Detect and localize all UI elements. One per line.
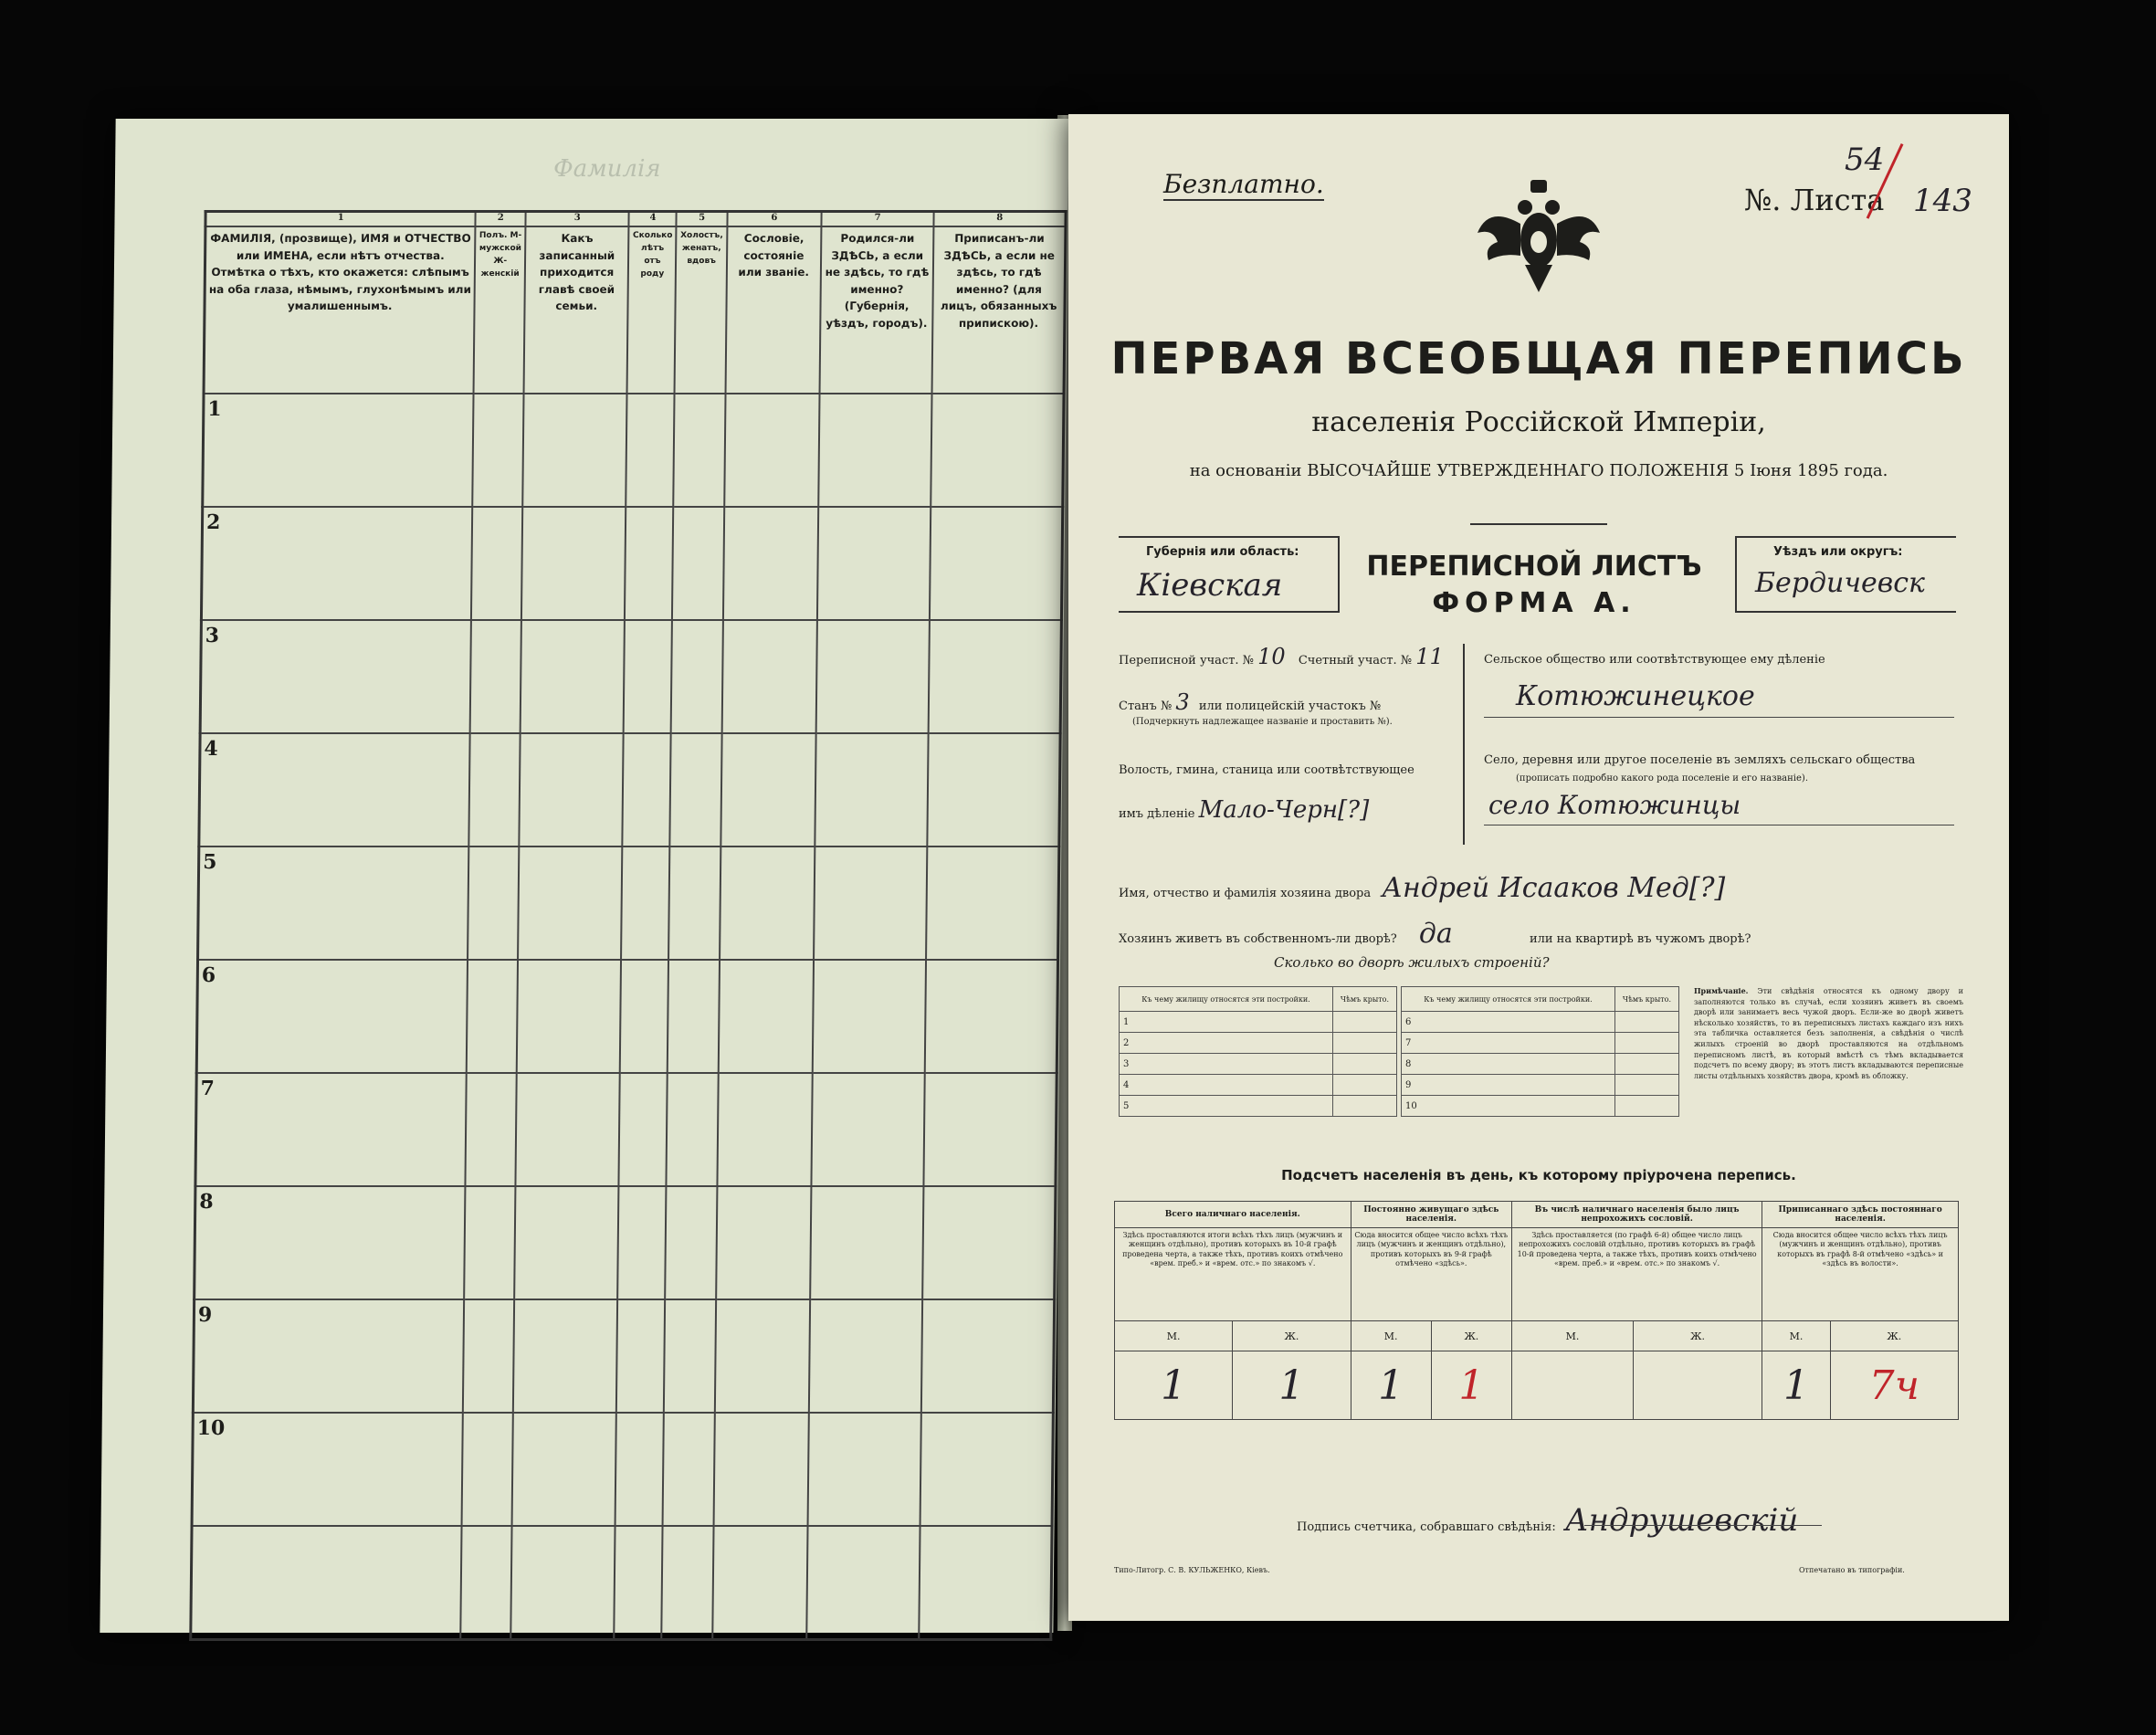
header-birthplace: Родился-ли ЗДѢСЬ, а если не здѣсь, то гдѣ именно? (Губернія, уѣздъ, городъ). (819, 226, 933, 394)
buildings-row-number: 5 (1120, 1096, 1333, 1117)
row-number: 7 (195, 1073, 467, 1186)
buildings-question: Сколько во дворѣ жилыхъ строеній? (1274, 954, 1550, 971)
tally-sex-label: Ж. (1431, 1321, 1511, 1351)
owner-apartment-label: или на квартирѣ въ чужомъ дворѣ? (1529, 932, 1751, 946)
owner-lives-field (1119, 918, 1751, 950)
free-label: Безплатно. (1163, 169, 1324, 199)
row-number: 10 (192, 1413, 463, 1526)
row-number: 5 (198, 846, 469, 960)
tally-header-present: Всего наличнаго населенія. (1115, 1202, 1351, 1228)
imprint-right: Отпечатано въ типографіи. (1799, 1566, 1905, 1574)
tally-value: 1 (1115, 1351, 1233, 1420)
tally-value (1512, 1351, 1634, 1420)
census-subtitle: населенія Россійской Имперіи, (1311, 406, 1766, 438)
column-number: 4 (629, 212, 677, 227)
table-row (195, 1186, 1056, 1299)
tally-title: Подсчетъ населенія въ день, къ которому пріурочена перепись. (1281, 1167, 1796, 1183)
left-page (100, 119, 1068, 1633)
column-number-row (205, 212, 1066, 227)
count-area-label: Счетный участ. № (1298, 654, 1413, 668)
stan-value: 3 (1175, 689, 1190, 715)
owner-lives-label: Хозяинъ живетъ въ собственномъ-ли дворѣ? (1119, 932, 1397, 946)
village-value: село Котюжинцы (1488, 790, 1741, 820)
buildings-row-number: 3 (1120, 1054, 1333, 1075)
imperial-eagle-emblem (1470, 169, 1607, 297)
owner-value: Андрей Исааков Мед[?] (1382, 872, 1726, 904)
note-text: Эти свѣдѣнія относятся къ одному двору и заполняются только въ случаѣ, если хозяинъ живетъ въ своемъ дворѣ или занимаетъ весь чужой дворъ. Если-же во дворѣ живетъ нѣсколько хозяйствъ, то въ переписныхъ листахъ каждаго изъ нихъ эта табличка оставляется безъ заполненія, а свѣдѣнія о числѣ жилыхъ строеній во дворѣ проставляются на отдѣльномъ переписномъ листѣ, въ который вмѣстѣ съ тѣмъ вкладывается подсчетъ по всему двору; въ этотъ листъ вкладываются переписные листы отдѣльныхъ хозяйствъ двора, кромѣ въ обложку. (1694, 987, 1963, 1080)
stan-note: (Подчеркнуть надлежащее названіе и проставить №). (1132, 717, 1393, 727)
buildings-table-b (1401, 986, 1679, 1117)
sheet-number-label: №. Листа (1744, 183, 1885, 217)
society-label: Сельское общество или соотвѣтствующее ему дѣленіе (1484, 653, 1825, 667)
right-page (1068, 114, 2009, 1621)
table-row (192, 1413, 1053, 1526)
header-marital: Холостъ, женатъ, вдовъ (675, 226, 727, 394)
column-number: 7 (821, 212, 934, 227)
stan-field (1119, 689, 1381, 715)
buildings-row-number: 2 (1120, 1033, 1333, 1054)
volost-label: Волость, гмина, станица или соотвѣтствующее имъ дѣленіе (1119, 763, 1415, 821)
form-subtitle: ФОРМА А. (1432, 587, 1636, 619)
sheet-number-handwritten: 54 (1845, 142, 1885, 178)
buildings-note (1694, 986, 1963, 1081)
table-row (193, 1299, 1054, 1413)
buildings-row-number: 7 (1402, 1033, 1615, 1054)
owner-field (1119, 872, 1725, 904)
header-registered: Приписанъ-ли ЗДѢСЬ, а если не здѣсь, то гдѣ именно? (для лицъ, обязанныхъ припискою). (932, 226, 1066, 394)
header-name: ФАМИЛІЯ, (прозвище), ИМЯ и ОТЧЕСТВО или ИМЕНА, если нѣтъ отчества. Отмѣтка о тѣхъ, кто окажется: слѣпымъ на оба глаза, нѣмымъ, глухонѣмымъ или умалишеннымъ. (204, 226, 476, 394)
column-number: 8 (934, 212, 1066, 227)
tally-value (1633, 1351, 1762, 1420)
tally-sex-label: М. (1351, 1321, 1431, 1351)
count-area-value: 11 (1415, 644, 1444, 669)
tally-sex-label: М. (1762, 1321, 1830, 1351)
signature-field (1297, 1502, 1798, 1539)
village-label: Село, деревня или другое поселеніе въ земляхъ сельскаго общества (1484, 753, 1916, 767)
tally-header-permanent: Постоянно живущаго здѣсь населенія. (1351, 1202, 1511, 1228)
tally-value: 7ч (1830, 1351, 1958, 1420)
volost-value: Мало-Черн[?] (1198, 795, 1370, 824)
tally-value: 1 (1431, 1351, 1511, 1420)
table-row (200, 620, 1061, 733)
district-label: Уѣздъ или округъ: (1773, 545, 1903, 559)
volost-field (1119, 758, 1429, 836)
table-row (201, 507, 1062, 620)
ornamental-divider (1470, 523, 1607, 525)
row-number: 3 (200, 620, 471, 733)
tally-sex-label: М. (1512, 1321, 1634, 1351)
tally-sex-label: М. (1115, 1321, 1233, 1351)
census-area-field (1119, 644, 1444, 669)
province-value: Кіевская (1137, 567, 1283, 604)
column-number: 6 (727, 212, 821, 227)
owner-label: Имя, отчество и фамилія хозяина двора (1119, 887, 1372, 900)
table-header-row (204, 226, 1066, 394)
buildings-row-number: 9 (1402, 1075, 1615, 1096)
tally-desc: Здѣсь проставляется (по графѣ 6-й) общее число лицъ непрохожихъ сословій отдѣльно, противъ которыхъ въ графѣ 10-й проведена черта, а также тѣхъ, противъ коихъ отмѣчено «врем. преб.» и «врем. отс.» по знакомъ √. (1512, 1228, 1762, 1321)
tally-header-registered: Приписаннаго здѣсь постояннаго населенія. (1762, 1202, 1959, 1228)
society-value: Котюжинецкое (1516, 680, 1755, 712)
column-number: 2 (476, 212, 526, 227)
table-row (196, 960, 1057, 1073)
column-number: 5 (677, 212, 727, 227)
owner-lives-value: да (1418, 918, 1453, 950)
district-value: Бердичевск (1755, 567, 1925, 599)
population-tally-table (1114, 1201, 1959, 1420)
buildings-row-number: 4 (1120, 1075, 1333, 1096)
tally-desc: Сюда вносится общее число всѣхъ тѣхъ лицъ (мужчинъ и женщинъ отдѣльно), противъ которыхъ въ 9-й графѣ отмѣчено «здѣсь». (1351, 1228, 1511, 1321)
signature-label: Подпись счетчика, собравшаго свѣдѣнія: (1297, 1520, 1556, 1534)
tally-value: 1 (1233, 1351, 1351, 1420)
tally-sex-label: Ж. (1830, 1321, 1958, 1351)
district-box (1735, 536, 1956, 613)
tally-desc: Сюда вносится общее число всѣхъ тѣхъ лицъ (мужчинъ и женщинъ отдѣльно), противъ которыхъ въ графѣ 8-й отмѣчено «здѣсь» и «здѣсь въ волости». (1762, 1228, 1959, 1321)
row-number: 2 (201, 507, 472, 620)
row-number: 8 (195, 1186, 466, 1299)
imprint-left: Типо-Литогр. С. В. КУЛЬЖЕНКО, Кіевъ. (1114, 1566, 1270, 1574)
signature-value: Андрушевскій (1564, 1502, 1799, 1539)
table-row (203, 394, 1064, 507)
buildings-header-building: Къ чему жилищу относятся эти постройки. (1120, 987, 1333, 1012)
header-sex: Полъ. М-мужской Ж-женскій (474, 226, 526, 394)
table-row (198, 846, 1059, 960)
census-basis: на основаніи ВЫСОЧАЙШЕ УТВЕРЖДЕННАГО ПОЛОЖЕНІЯ 5 Іюня 1895 года. (1189, 461, 1888, 480)
province-label: Губернія или область: (1146, 545, 1299, 559)
buildings-row-number: 8 (1402, 1054, 1615, 1075)
buildings-table-a (1119, 986, 1397, 1117)
buildings-row-number: 10 (1402, 1096, 1615, 1117)
census-area-label: Переписной участ. № (1119, 654, 1254, 668)
table-row (195, 1073, 1057, 1186)
buildings-header-roof: Чѣмъ крыто. (1614, 987, 1678, 1012)
header-relation: Какъ записанный приходится главѣ своей семьи. (524, 226, 629, 394)
row-number: 9 (193, 1299, 464, 1413)
header-estate: Сословіе, состояніе или званіе. (725, 226, 821, 394)
row-number: 6 (196, 960, 468, 1073)
tally-value: 1 (1351, 1351, 1431, 1420)
tally-sex-label: Ж. (1633, 1321, 1762, 1351)
faded-header-text: Фамилія (552, 155, 661, 183)
tally-header-nonlocal: Въ числѣ наличнаго населенія было лицъ непрохожихъ сословій. (1512, 1202, 1762, 1228)
note-label: Примѣчаніе. (1694, 986, 1749, 995)
row-number: 4 (199, 733, 470, 846)
form-title: ПЕРЕПИСНОЙ ЛИСТЪ (1366, 551, 1702, 583)
stan-suffix: или полицейскій участокъ № (1198, 699, 1382, 713)
census-area-value: 10 (1257, 644, 1286, 669)
buildings-header-roof: Чѣмъ крыто. (1332, 987, 1396, 1012)
province-box (1119, 536, 1340, 613)
buildings-row-number: 1 (1120, 1012, 1333, 1033)
buildings-header-building: Къ чему жилищу относятся эти постройки. (1402, 987, 1615, 1012)
village-note: (прописать подробно какого рода поселеніе и его названіе). (1516, 773, 1808, 783)
census-title: ПЕРВАЯ ВСЕОБЩАЯ ПЕРЕПИСЬ (1110, 333, 1967, 384)
buildings-row-number: 6 (1402, 1012, 1615, 1033)
stan-label: Станъ № (1119, 699, 1173, 713)
field-divider (1463, 644, 1465, 845)
sheet-number-crossed: 143 (1913, 183, 1972, 219)
tally-sex-label: Ж. (1233, 1321, 1351, 1351)
row-number (191, 1526, 462, 1640)
table-row (199, 733, 1060, 846)
tally-desc: Здѣсь проставляются итоги всѣхъ тѣхъ лицъ (мужчинъ и женщинъ отдѣльно), противъ которыхъ въ 10-й графѣ проведена черта, а также тѣхъ, противъ коихъ отмѣчено «врем. преб.» и «врем. отс.» по знакомъ √. (1115, 1228, 1351, 1321)
table-row (191, 1526, 1052, 1640)
row-number: 1 (203, 394, 474, 507)
household-members-table (189, 210, 1067, 1641)
header-age: Сколько лѣтъ отъ роду (627, 226, 677, 394)
column-number: 1 (205, 212, 476, 227)
column-number: 3 (526, 212, 629, 227)
tally-value: 1 (1762, 1351, 1830, 1420)
